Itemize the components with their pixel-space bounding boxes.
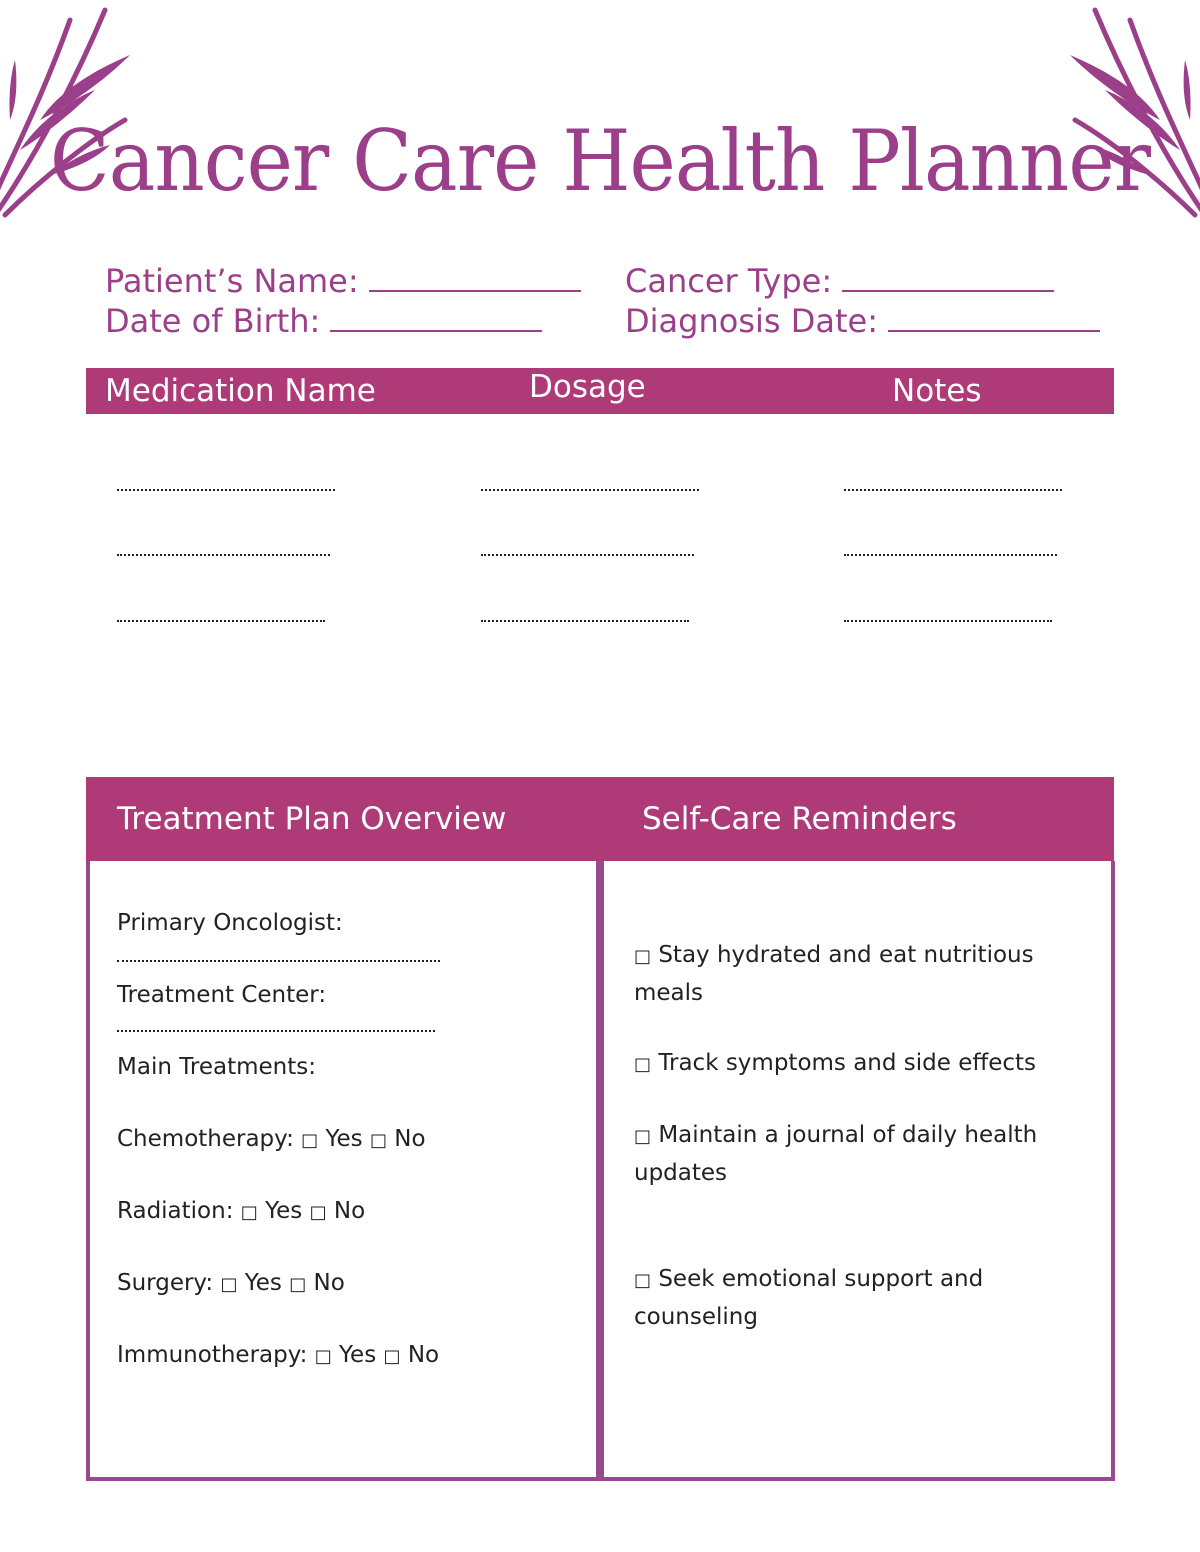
self-care-item-label: Maintain a journal of daily health updates (634, 1122, 1038, 1186)
diagnosis-date-label: Diagnosis Date: (625, 302, 878, 340)
chemotherapy-yes-checkbox[interactable]: □ (301, 1130, 319, 1151)
page-title: Cancer Care Health Planner (49, 112, 1151, 210)
chemotherapy-no-checkbox[interactable]: □ (369, 1130, 387, 1151)
surgery-row (117, 1270, 345, 1296)
self-care-item (634, 1045, 1094, 1083)
medication-name-line-2[interactable] (117, 554, 330, 556)
primary-oncologist-label: Primary Oncologist: (117, 910, 343, 936)
panels-header (86, 777, 1114, 861)
surgery-yes-label: Yes (244, 1270, 282, 1296)
surgery-yes-checkbox[interactable]: □ (220, 1274, 238, 1295)
immunotherapy-label: Immunotherapy: (117, 1342, 308, 1368)
surgery-no-checkbox[interactable]: □ (289, 1274, 307, 1295)
treatment-plan-heading: Treatment Plan Overview (117, 801, 507, 837)
cancer-type-label: Cancer Type: (625, 262, 833, 300)
treatment-center-line[interactable] (117, 1030, 435, 1032)
chemotherapy-label: Chemotherapy: (117, 1126, 294, 1152)
dosage-line-3[interactable] (481, 620, 689, 622)
medication-name-line-1[interactable] (117, 489, 335, 491)
self-care-item (634, 1261, 1094, 1335)
self-care-item-label: Stay hydrated and eat nutritious meals (634, 942, 1034, 1006)
surgery-label: Surgery: (117, 1270, 214, 1296)
radiation-no-label: No (333, 1198, 366, 1224)
patient-name-field[interactable] (105, 262, 581, 300)
radiation-label: Radiation: (117, 1198, 234, 1224)
radiation-no-checkbox[interactable]: □ (309, 1202, 327, 1223)
self-care-item (634, 1117, 1094, 1191)
immunotherapy-no-label: No (407, 1342, 440, 1368)
notes-header: Notes (892, 373, 982, 409)
self-care-checkbox[interactable]: □ (634, 946, 652, 967)
notes-line-3[interactable] (844, 620, 1052, 622)
self-care-checkbox[interactable]: □ (634, 1054, 652, 1075)
diagnosis-date-field[interactable] (625, 302, 1100, 340)
notes-line-2[interactable] (844, 554, 1057, 556)
medication-name-header: Medication Name (105, 373, 376, 409)
notes-line-1[interactable] (844, 489, 1062, 491)
radiation-row (117, 1198, 365, 1224)
dosage-header: Dosage (529, 369, 646, 405)
dob-label: Date of Birth: (105, 302, 321, 340)
dob-blank[interactable] (330, 312, 542, 332)
immunotherapy-yes-label: Yes (339, 1342, 377, 1368)
medication-table-header (86, 368, 1114, 414)
chemotherapy-no-label: No (394, 1126, 426, 1152)
self-care-item-label: Seek emotional support and counseling (634, 1266, 984, 1330)
patient-name-label: Patient’s Name: (105, 262, 359, 300)
dob-field[interactable] (105, 302, 542, 340)
treatment-center-label: Treatment Center: (117, 982, 327, 1008)
treatment-plan-box (86, 861, 600, 1481)
cancer-type-blank[interactable] (842, 272, 1054, 292)
chemotherapy-row (117, 1126, 426, 1152)
primary-oncologist-line[interactable] (117, 960, 440, 962)
cancer-type-field[interactable] (625, 262, 1054, 300)
radiation-yes-label: Yes (265, 1198, 303, 1224)
patient-name-blank[interactable] (369, 272, 581, 292)
chemotherapy-yes-label: Yes (325, 1126, 363, 1152)
immunotherapy-no-checkbox[interactable]: □ (383, 1346, 401, 1367)
main-treatments-label: Main Treatments: (117, 1054, 316, 1080)
medication-name-line-3[interactable] (117, 620, 325, 622)
immunotherapy-row (117, 1342, 439, 1368)
radiation-yes-checkbox[interactable]: □ (240, 1202, 258, 1223)
self-care-item (634, 937, 1094, 1011)
diagnosis-date-blank[interactable] (888, 312, 1100, 332)
surgery-no-label: No (313, 1270, 345, 1296)
dosage-line-2[interactable] (481, 554, 694, 556)
self-care-checkbox[interactable]: □ (634, 1126, 652, 1147)
dosage-line-1[interactable] (481, 489, 699, 491)
self-care-checkbox[interactable]: □ (634, 1270, 652, 1291)
self-care-item-label: Track symptoms and side effects (658, 1050, 1037, 1076)
immunotherapy-yes-checkbox[interactable]: □ (314, 1346, 332, 1367)
self-care-heading: Self-Care Reminders (642, 801, 957, 837)
